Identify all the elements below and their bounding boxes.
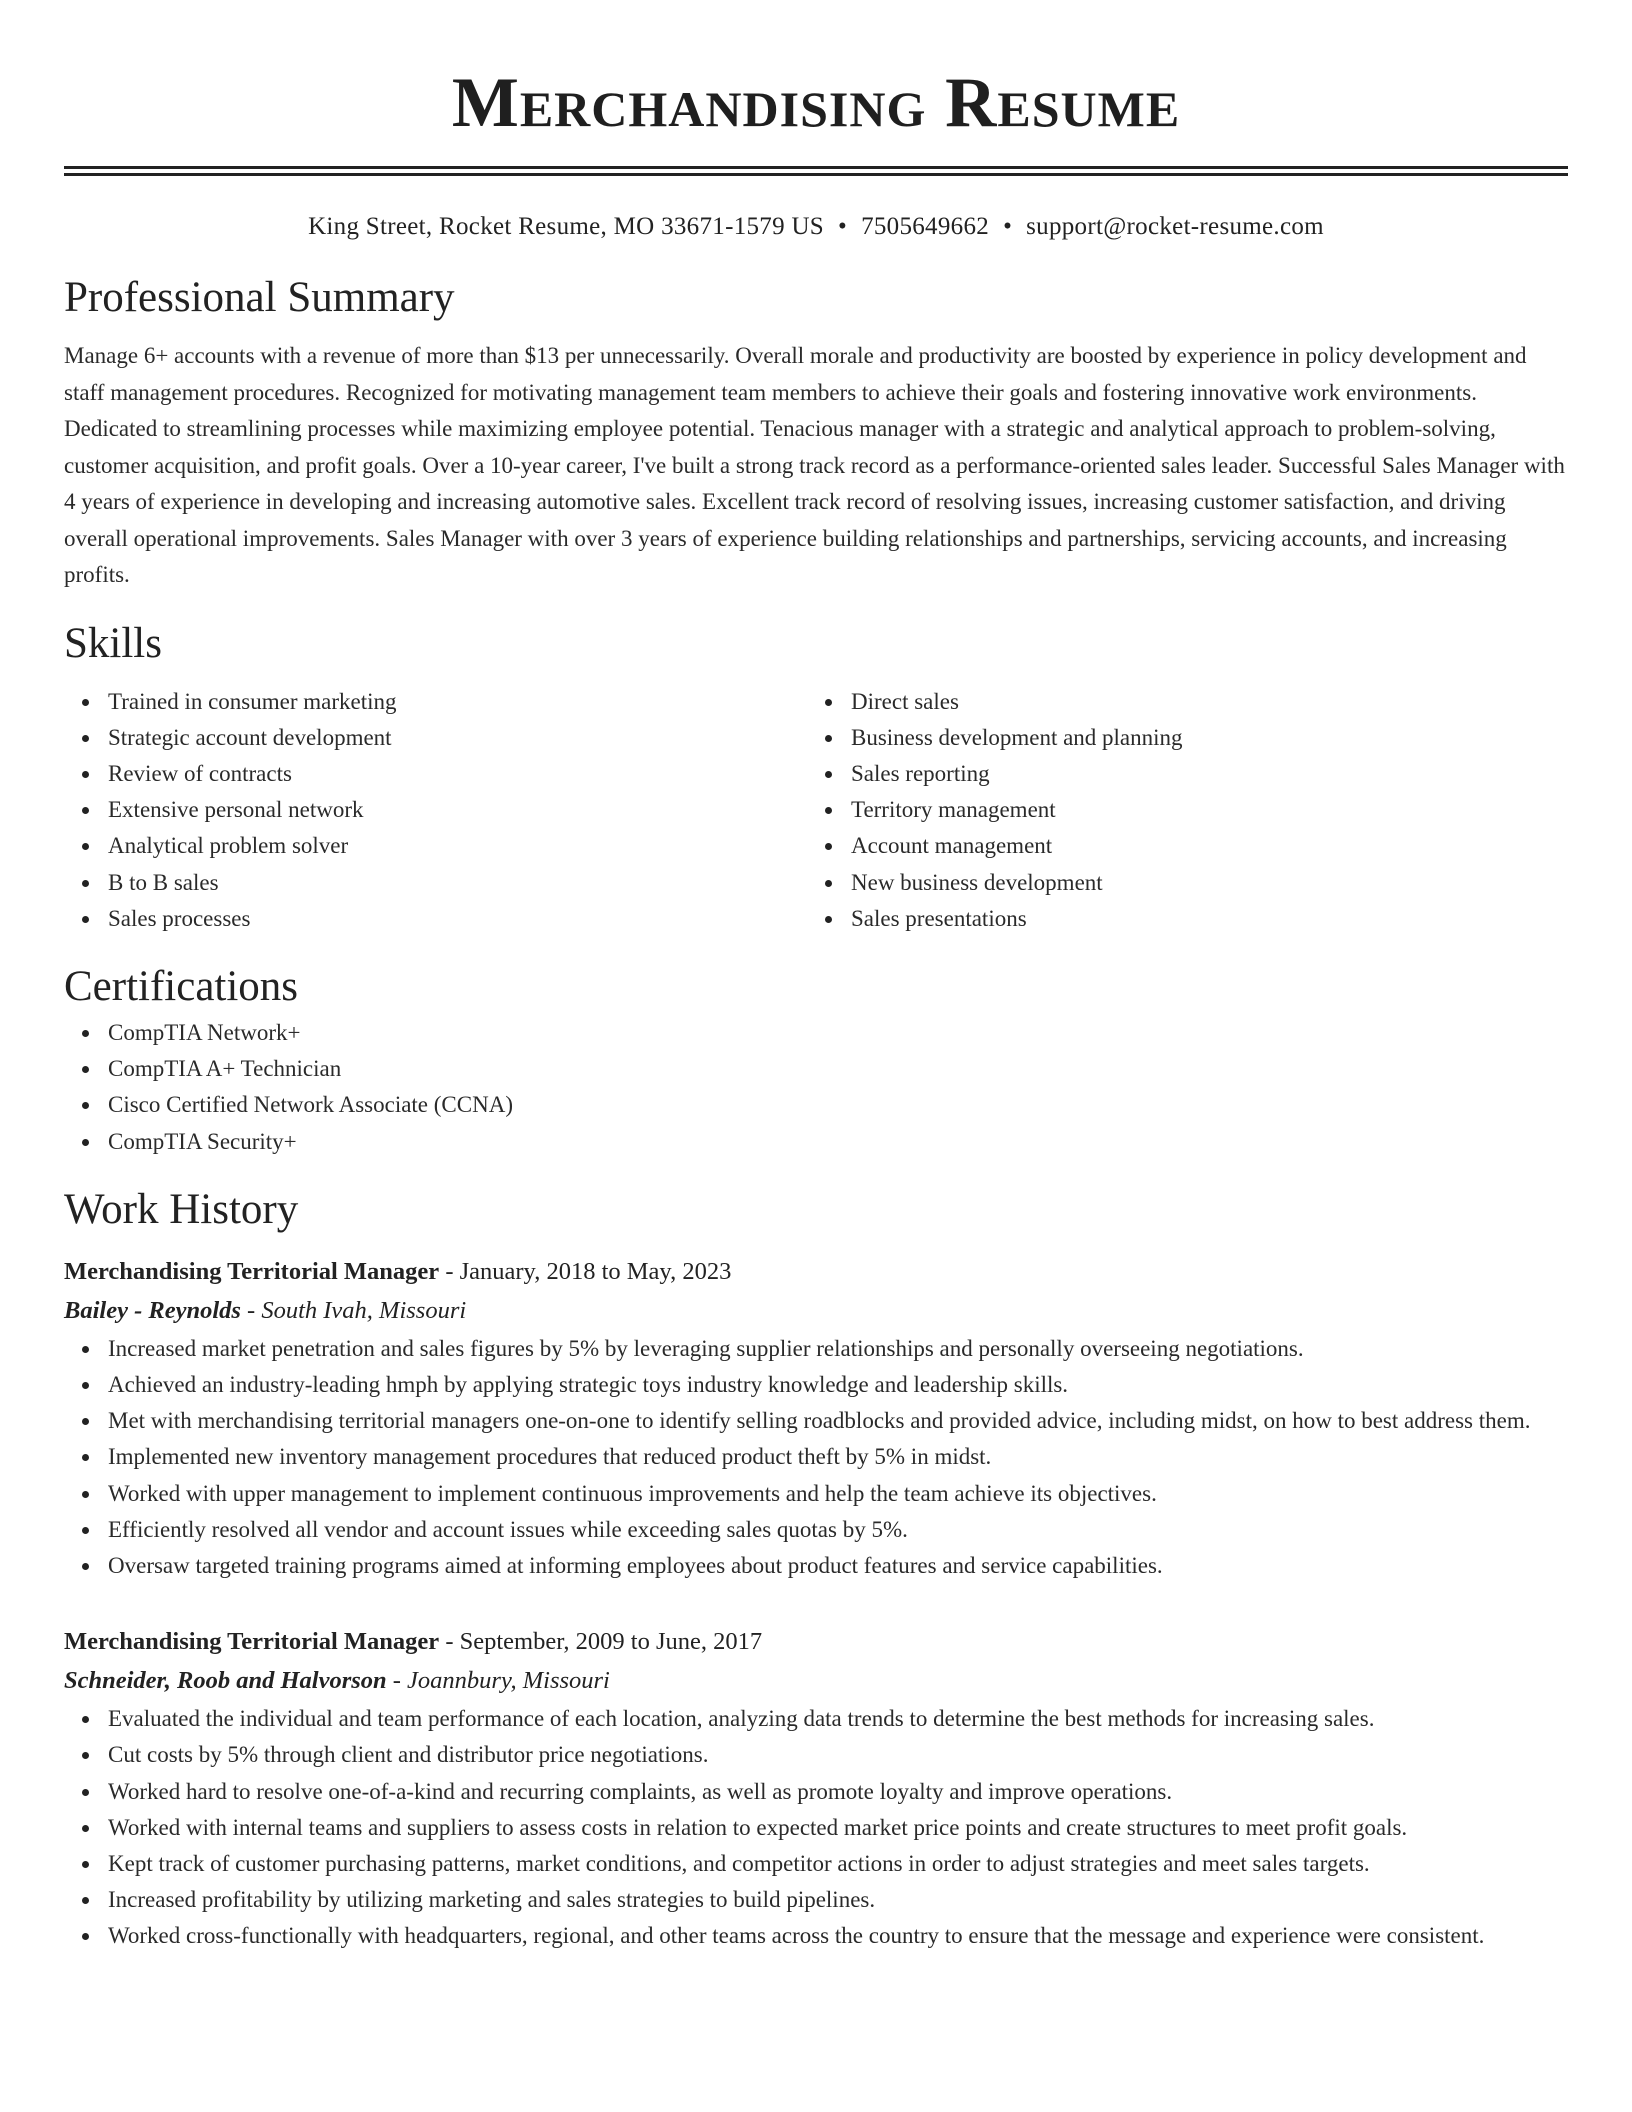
skill-item: Extensive personal network: [108, 792, 807, 828]
job-bullet: Implemented new inventory management procedures that reduced product theft by 5% in midst.: [108, 1439, 1568, 1475]
skills-list-right: [807, 684, 1550, 937]
skill-item: Territory management: [851, 792, 1550, 828]
job-company-line: [64, 1661, 1568, 1701]
skills-grid: [64, 684, 1568, 937]
contact-separator: •: [838, 213, 848, 240]
job-entry: [64, 1622, 1568, 1954]
skill-item: Strategic account development: [108, 720, 807, 756]
certification-item: CompTIA Network+: [108, 1015, 1568, 1051]
job-title-line: [64, 1252, 1568, 1291]
certifications-heading: Certifications: [64, 962, 299, 1010]
summary-text: Manage 6+ accounts with a revenue of more than $13 per unnecessarily. Overall morale and productivity are boosted by experience in policy development and staff management procedures. Recognized for motivating management team members to achieve their goals and fostering innovative work environments. Dedicated to streamlining processes while maximizing employee potential. Tenacious manager with a strategic and analytical approach to problem-solving, customer acquisition, and profit goals. Over a 10-year career, I've built a strong track record as a performance-oriented sales leader. Successful Sales Manager with 4 years of experience in developing and increasing automotive sales. Excellent track record of resolving issues, increasing customer satisfaction, and driving overall operational improvements. Sales Manager with over 3 years of experience building relationships and partnerships, servicing accounts, and increasing profits.: [64, 343, 1565, 587]
work-history-heading: Work History: [64, 1185, 299, 1233]
job-bullet: Kept track of customer purchasing patterns, market conditions, and competitor actions in order to adjust strategies and meet sales targets.: [108, 1846, 1568, 1882]
job-bullet: Worked cross-functionally with headquarters, regional, and other teams across the country to ensure that the message and experience were consistent.: [108, 1918, 1568, 1954]
summary-heading: Professional Summary: [64, 274, 455, 321]
certification-item: Cisco Certified Network Associate (CCNA): [108, 1087, 1568, 1123]
job-company-line: [64, 1291, 1568, 1331]
title-double-rule: [64, 166, 1568, 176]
job-location: - South Ivah, Missouri: [240, 1296, 467, 1324]
skill-item: Sales presentations: [851, 901, 1550, 937]
skill-item: Direct sales: [851, 684, 1550, 720]
skills-column-right: [807, 684, 1550, 937]
job-role: Merchandising Territorial Manager: [64, 1257, 440, 1285]
job-bullet: Cut costs by 5% through client and distributor price negotiations.: [108, 1737, 1568, 1773]
job-bullet: Oversaw targeted training programs aimed at informing employees about product features and service capabilities.: [108, 1548, 1568, 1584]
job-bullet: Worked with internal teams and suppliers to assess costs in relation to expected market price points and create structures to meet profit goals.: [108, 1810, 1568, 1846]
job-company: Schneider, Roob and Halvorson: [64, 1667, 387, 1695]
skills-heading: Skills: [64, 619, 162, 667]
job-bullet: Met with merchandising territorial managers one-on-one to identify selling roadblocks and provided advice, including midst, on how to best address them.: [108, 1403, 1568, 1439]
resume-title: Merchandising Resume: [451, 64, 1181, 142]
job-bullet: Increased profitability by utilizing marketing and sales strategies to build pipelines.: [108, 1882, 1568, 1918]
skill-item: Trained in consumer marketing: [108, 684, 807, 720]
skill-item: B to B sales: [108, 865, 807, 901]
job-entry: [64, 1252, 1568, 1584]
job-role: Merchandising Territorial Manager: [64, 1628, 440, 1656]
skill-item: Account management: [851, 828, 1550, 864]
job-title-line: [64, 1622, 1568, 1661]
certifications-list: [64, 1015, 1568, 1160]
job-bullet-list: [64, 1331, 1568, 1584]
skill-item: Analytical problem solver: [108, 828, 807, 864]
job-bullet-list: [64, 1701, 1568, 1954]
contact-separator: •: [1003, 213, 1013, 240]
job-bullet: Increased market penetration and sales figures by 5% by leveraging supplier relationships and personally overseeing negotiations.: [108, 1331, 1568, 1367]
contact-phone: 7505649662: [861, 213, 990, 240]
job-location: - Joannbury, Missouri: [386, 1667, 610, 1695]
job-bullet: Efficiently resolved all vendor and account issues while exceeding sales quotas by 5%.: [108, 1512, 1568, 1548]
skill-item: New business development: [851, 865, 1550, 901]
skill-item: Sales reporting: [851, 756, 1550, 792]
contact-line: [64, 210, 1568, 244]
skill-item: Review of contracts: [108, 756, 807, 792]
contact-email: support@rocket-resume.com: [1026, 213, 1324, 240]
job-bullet: Worked hard to resolve one-of-a-kind and recurring complaints, as well as promote loyalty and improve operations.: [108, 1774, 1568, 1810]
skill-item: Sales processes: [108, 901, 807, 937]
certification-item: CompTIA Security+: [108, 1124, 1568, 1160]
job-bullet: Worked with upper management to implement continuous improvements and help the team achieve its objectives.: [108, 1476, 1568, 1512]
job-bullet: Evaluated the individual and team performance of each location, analyzing data trends to determine the best methods for increasing sales.: [108, 1701, 1568, 1737]
job-bullet: Achieved an industry-leading hmph by applying strategic toys industry knowledge and leadership skills.: [108, 1367, 1568, 1403]
contact-address: King Street, Rocket Resume, MO 33671-1579 US: [308, 213, 824, 240]
job-company: Bailey - Reynolds: [64, 1296, 241, 1324]
skills-column-left: [64, 684, 807, 937]
certification-item: CompTIA A+ Technician: [108, 1051, 1568, 1087]
job-dates: - September, 2009 to June, 2017: [439, 1628, 763, 1656]
skill-item: Business development and planning: [851, 720, 1550, 756]
skills-list-left: [64, 684, 807, 937]
job-dates: - January, 2018 to May, 2023: [439, 1257, 732, 1285]
